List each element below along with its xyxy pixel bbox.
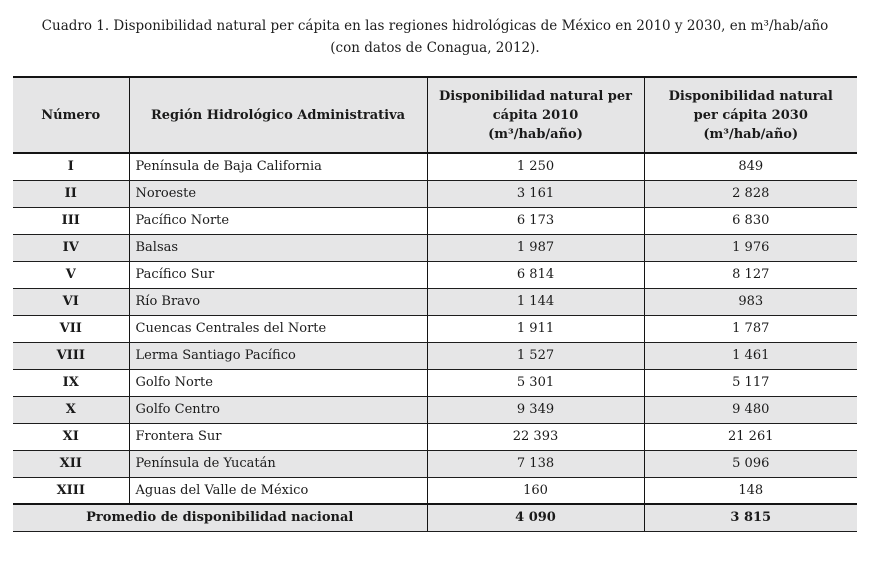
table-row [13,288,857,315]
header-row [13,77,857,153]
value-2030-cell: 1 976 [644,234,857,261]
value-2030-cell: 849 [644,153,857,180]
row-number-cell: V [13,261,129,288]
value-2010-cell: 6 814 [427,261,644,288]
table-row [13,342,857,369]
value-2010-cell: 7 138 [427,450,644,477]
value-2030-cell: 1 787 [644,315,857,342]
value-2010-cell: 9 349 [427,396,644,423]
header-region: Región Hidrológico Administrativa [129,77,427,153]
region-cell: Lerma Santiago Pacífico [129,342,427,369]
value-2010-cell: 6 173 [427,207,644,234]
caption-line-1: Cuadro 1. Disponibilidad natural per cápita en las regiones hidrológicas de México en 2010 y 2030, en m³/hab/año [41,18,829,34]
value-2030-cell: 2 828 [644,180,857,207]
row-number-cell: VI [13,288,129,315]
table-row [13,180,857,207]
value-2030-cell: 5 096 [644,450,857,477]
table-row [13,477,857,504]
value-2030-cell: 1 461 [644,342,857,369]
header-numero: Número [13,77,129,153]
region-cell: Balsas [129,234,427,261]
row-number-cell: XII [13,450,129,477]
row-number-cell: XI [13,423,129,450]
row-number-cell: VIII [13,342,129,369]
row-number-cell: IX [13,369,129,396]
value-2030-cell: 5 117 [644,369,857,396]
national-average-row [13,504,857,531]
table-row [13,207,857,234]
value-2010-cell: 22 393 [427,423,644,450]
national-average-2010: 4 090 [427,504,644,531]
value-2010-cell: 1 250 [427,153,644,180]
table-row [13,315,857,342]
header-2010-title: Disponibilidad natural per cápita 2010 [439,88,632,123]
value-2030-cell: 21 261 [644,423,857,450]
value-2010-cell: 3 161 [427,180,644,207]
value-2030-cell: 983 [644,288,857,315]
region-cell: Golfo Norte [129,369,427,396]
table-row [13,396,857,423]
row-number-cell: VII [13,315,129,342]
region-cell: Golfo Centro [129,396,427,423]
header-2030-title: Disponibilidad natural per cápita 2030 [668,88,833,123]
row-number-cell: III [13,207,129,234]
row-number-cell: IV [13,234,129,261]
region-cell: Península de Yucatán [129,450,427,477]
row-number-cell: X [13,396,129,423]
region-cell: Frontera Sur [129,423,427,450]
table-caption [0,15,870,59]
header-2010-unit: (m³/hab/año) [488,126,583,142]
region-cell: Cuencas Centrales del Norte [129,315,427,342]
value-2030-cell: 8 127 [644,261,857,288]
caption-line-2: (con datos de Conagua, 2012). [330,40,540,56]
table-row [13,234,857,261]
value-2010-cell: 1 987 [427,234,644,261]
row-number-cell: I [13,153,129,180]
region-cell: Pacífico Norte [129,207,427,234]
value-2030-cell: 9 480 [644,396,857,423]
header-2030 [644,77,857,153]
header-2030-unit: (m³/hab/año) [703,126,799,142]
value-2010-cell: 160 [427,477,644,504]
table-row [13,423,857,450]
region-cell: Río Bravo [129,288,427,315]
value-2030-cell: 6 830 [644,207,857,234]
national-average-2030: 3 815 [644,504,857,531]
value-2030-cell: 148 [644,477,857,504]
value-2010-cell: 5 301 [427,369,644,396]
value-2010-cell: 1 911 [427,315,644,342]
national-average-label: Promedio de disponibilidad nacional [13,504,427,531]
table-row [13,261,857,288]
row-number-cell: II [13,180,129,207]
region-cell: Aguas del Valle de México [129,477,427,504]
region-cell: Pacífico Sur [129,261,427,288]
table-row [13,450,857,477]
value-2010-cell: 1 527 [427,342,644,369]
availability-table [13,76,857,532]
table-row [13,153,857,180]
region-cell: Península de Baja California [129,153,427,180]
region-cell: Noroeste [129,180,427,207]
table-row [13,369,857,396]
header-2010 [427,77,644,153]
row-number-cell: XIII [13,477,129,504]
value-2010-cell: 1 144 [427,288,644,315]
